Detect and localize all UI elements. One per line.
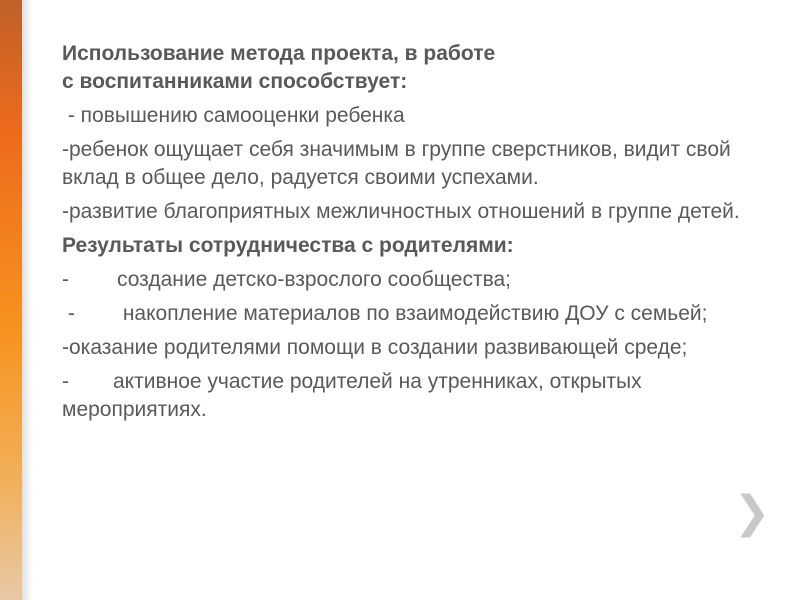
list-dash: - — [62, 268, 69, 291]
heading-parent-cooperation: Результаты сотрудничества с родителями: — [62, 234, 514, 257]
list-item-text: создание детско-взрослого сообщества; — [117, 268, 512, 291]
chevron-right-icon[interactable]: ❯ — [733, 487, 771, 538]
list-dash: - — [62, 302, 75, 325]
list-item-text: накопление материалов по взаимодействию ДОУ с семьей; — [122, 302, 708, 325]
accent-side-bar — [0, 0, 22, 600]
list-item — [62, 300, 752, 328]
list-dash: - — [62, 370, 69, 393]
heading-line-1: Использование метода проекта, в работе — [62, 42, 496, 65]
list-item — [62, 368, 752, 424]
heading-project-method — [62, 40, 752, 96]
list-item-text: активное участие родителей на утренниках, открытых мероприятиях. — [62, 370, 642, 421]
list-item-text: -оказание родителями помощи в создании развивающей среде; — [62, 336, 688, 359]
list-item: -ребенок ощущает себя значимым в группе сверстников, видит свой вклад в общее дело, радуется своими успехами. — [62, 138, 731, 189]
list-item: -развитие благоприятных межличностных отношений в группе детей. — [62, 200, 740, 223]
list-item — [62, 266, 752, 294]
side-bar-shadow — [22, 0, 32, 600]
list-item — [62, 334, 752, 362]
slide-content — [62, 40, 752, 430]
list-item: - повышению самооценки ребенка — [62, 104, 405, 127]
heading-line-2: с воспитанниками способствует: — [62, 70, 408, 93]
